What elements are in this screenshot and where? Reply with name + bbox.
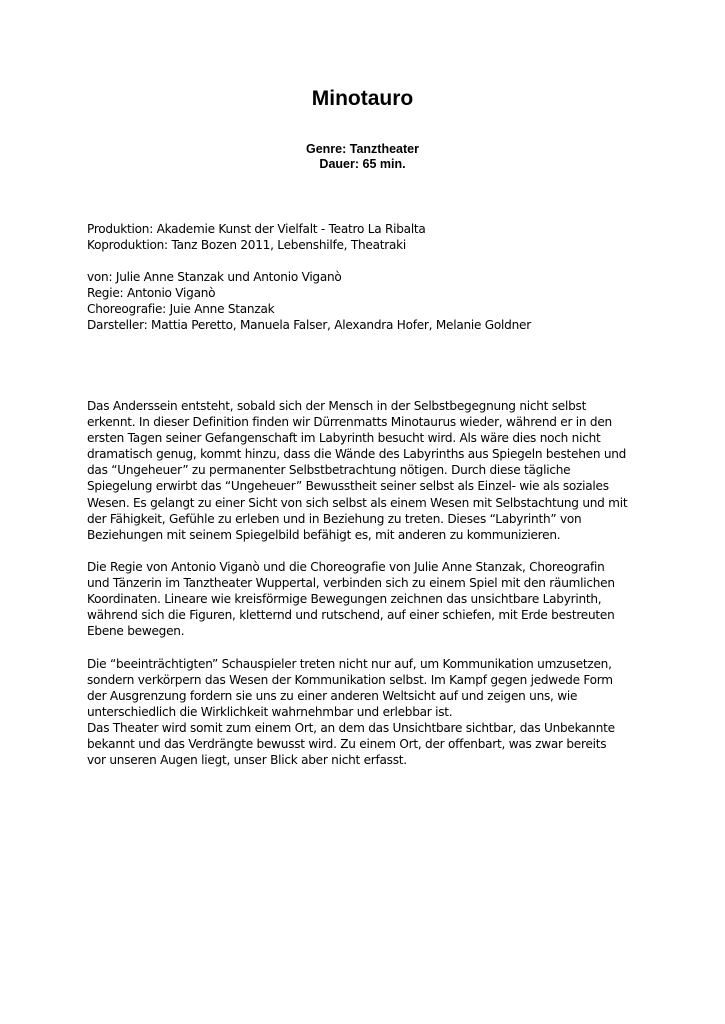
paragraph-line: erkennt. In dieser Definition finden wir Dürrenmatts Minotaurus wieder, während er in den (87, 415, 612, 430)
paragraph-line: Das Anderssein entsteht, sobald sich der Mensch in der Selbstbegegnung nicht selbst (87, 399, 587, 413)
paragraph-line: dramatisch genug, kommt hinzu, dass die Wände des Labyrinths aus Spiegeln bestehen und (87, 447, 627, 462)
produktion-line: Produktion: Akademie Kunst der Vielfalt - Teatro La Ribalta (87, 222, 426, 236)
paragraph-line: der Fähigkeit, Gefühle zu erleben und in Beziehung zu treten. Dieses “Labyrinth” von (87, 511, 582, 526)
paragraph-line: Wesen. Es gelangt zu einer Sicht von sich selbst als einem Wesen mit Selbstachtung und mit (87, 495, 628, 510)
choreografie-line: Choreografie: Juie Anne Stanzak (87, 302, 275, 317)
paragraph-line: vor unseren Augen liegt, unser Blick aber nicht erfasst. (87, 753, 407, 768)
paragraph-spacer (87, 639, 647, 655)
paragraph-line: der Ausgrenzung fordern sie uns zu einer anderen Weltsicht auf und zeigen uns, wie (87, 688, 578, 703)
paragraph-3 (87, 656, 647, 769)
document-meta (0, 142, 725, 172)
paragraph-line: Ebene bewegen. (87, 624, 185, 639)
paragraph-line: Beziehungen mit seinem Spiegelbild befähigt es, mit anderen zu kommunizieren. (87, 527, 561, 542)
paragraph-line: und Tänzerin im Tanztheater Wuppertal, verbinden sich zu einem Spiel mit den räumlichen (87, 576, 615, 591)
paragraph-1 (87, 398, 647, 543)
paragraph-spacer (87, 543, 647, 559)
paragraph-line: Die “beeinträchtigten” Schauspieler treten nicht nur auf, um Kommunikation umzusetzen, (87, 656, 612, 671)
koproduktion-line: Koproduktion: Tanz Bozen 2011, Lebenshilfe, Theatraki (87, 238, 407, 253)
regie-line: Regie: Antonio Viganò (87, 286, 216, 301)
von-line: von: Julie Anne Stanzak und Antonio Viganò (87, 270, 342, 284)
credits-block (87, 269, 647, 333)
paragraph-line: unterschiedlich die Wirklichkeit wahrnehmbar und erlebbar ist. (87, 704, 453, 719)
paragraph-2 (87, 559, 647, 639)
production-block (87, 221, 647, 253)
document-title: Minotauro (311, 87, 414, 110)
genre-line: Genre: Tanztheater (306, 142, 419, 156)
paragraph-line: Das Theater wird somit zum einem Ort, an dem das Unsichtbare sichtbar, das Unbekannte (87, 720, 615, 735)
paragraph-line: das “Ungeheuer” zu permanenter Selbstbetrachtung nötigen. Durch diese tägliche (87, 463, 571, 478)
paragraph-line: Spiegelung erwirbt das “Ungeheuer” Bewusstheit seiner selbst als Einzel- wie als soziales (87, 479, 609, 494)
paragraph-line: Koordinaten. Lineare wie kreisförmige Bewegungen zeichnen das unsichtbare Labyrinth, (87, 592, 602, 607)
body-text (87, 398, 647, 768)
paragraph-line: bekannt und das Verdrängte bewusst wird. Zu einem Ort, der offenbart, was zwar bereits (87, 736, 607, 751)
darsteller-line: Darsteller: Mattia Peretto, Manuela Falser, Alexandra Hofer, Melanie Goldner (87, 318, 531, 333)
paragraph-line: Die Regie von Antonio Viganò und die Choreografie von Julie Anne Stanzak, Choreografin (87, 559, 605, 574)
paragraph-line: sondern verkörpern das Wesen der Kommunikation selbst. Im Kampf gegen jedwede Form (87, 672, 613, 687)
duration-line: Dauer: 65 min. (319, 157, 406, 171)
paragraph-line: ersten Tagen seiner Gefangenschaft im Labyrinth besucht wird. Als wäre dies noch nicht (87, 431, 601, 446)
paragraph-line: während sich die Figuren, kletternd und rutschend, auf einer schiefen, mit Erde bestreuten (87, 608, 615, 623)
